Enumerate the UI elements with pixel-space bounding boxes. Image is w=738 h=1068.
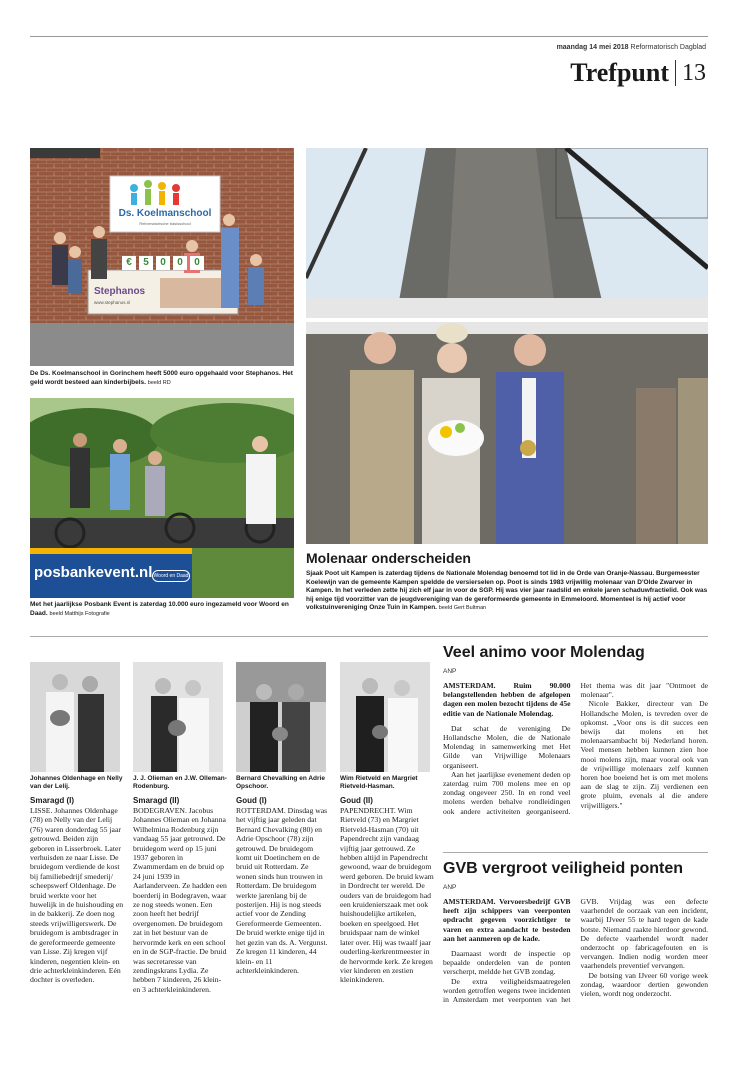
header-rule <box>30 36 708 37</box>
digit-card: 0 <box>173 256 187 270</box>
article-gvb <box>443 860 708 1004</box>
wedding-photo <box>133 662 223 772</box>
photo-credit: beeld Gert Bultman <box>438 605 487 612</box>
couple-names: Bernard Chevalking en Adrie Opschoor. <box>236 775 325 790</box>
caption-text: Met het jaarlijkse Posbank Event is zaterdag 10.000 euro ingezameld voor Woord en Daad. <box>30 601 289 617</box>
anniversary-type: Goud (I) <box>236 796 267 805</box>
issue-date: maandag 14 mei 2018 <box>556 44 629 51</box>
anniversary-column-3 <box>236 662 330 975</box>
anniversary-text: ROTTERDAM. Dinsdag was het vijftig jaar geleden dat Bernard Chevalking (80) en Adrie Opschoor (78) zijn getrouwd. De bruidegom komt uit Doetinchem en de bruid uit Rotterdam. Ze wonen sinds hun trouwen in Rotterdam. De bruidegom werkte jarenlang bij de posterijen. Hij is nog steeds actief voor de Zending Gereformeerde Gemeenten. De bruid werkte enige tijd in het gezin van ds. A. Vergunst. Ze kregen 11 kinderen, 44 klein- en 11 achterkleinkinderen. <box>236 806 328 975</box>
photo-credit: beeld RD <box>147 379 171 386</box>
article-headline: Veel animo voor Molendag <box>443 644 645 661</box>
donation-digits <box>122 256 204 270</box>
article-rule <box>443 852 708 853</box>
posbank-banner-text: posbankevent.nl <box>34 564 153 581</box>
article-paragraph: Dat schat de vereniging De Hollandsche Molen, die de Nationale Molendag in samenwerking met Het Gilde van Vrijwillige Molenaars organiseert. <box>443 723 571 770</box>
anniversary-text: BODEGRAVEN. Jacobus Johannes Olieman en Johanna Wilhelmina Rodenburg zijn vandaag 55 jaar getrouwd. De bruidegom werd op 15 juni 1937 geboren in Zwammerdam en de bruid op 24 juni 1939 in Aarlanderveen. Ze hadden een boerderij in Bodegraven, waar ze nog steeds wonen. Een zoon heeft het bedrijf overgenomen. De bruidegom zat in het bestuur van de hervormde kerk en een school en in de SGP-fractie. De bruid was secretaresse van zendingskrans Lydia. Ze hebben 7 kinderen, 26 klein- en 3 achterkleinkinderen. <box>133 806 227 994</box>
article-lead: AMSTERDAM. Vervoersbedrijf GVB heeft zijn schippers van veerponten opdracht gegeven voorzichtiger te varen en extra aandacht te besteden aan het aanmeren op de kade. <box>443 897 571 943</box>
woord-en-daad-badge: Woord en Daad <box>152 570 190 582</box>
stephanos-url: www.stephanos.nl <box>94 300 131 305</box>
wedding-photo-image <box>340 662 430 772</box>
photo-koelmanschool <box>30 148 294 366</box>
dateline <box>557 44 706 51</box>
article-source: ANP <box>443 884 457 891</box>
caption-text: De Ds. Koelmanschool in Gorinchem heeft 5000 euro opgehaald voor Stephanos. Het geld wordt besteed aan kinderbijbels. <box>30 370 293 386</box>
anniversary-column-2 <box>133 662 227 994</box>
article-paragraph: Daarnaast wordt de inspectie op bepaalde onderdelen van de ponten verscherpt, meldde het GVB zondag. <box>443 949 571 977</box>
photo-molenaar <box>306 148 708 544</box>
section-rule <box>30 636 708 637</box>
anniversary-column-4 <box>340 662 434 985</box>
caption-posbank <box>30 601 294 618</box>
school-sign: Ds. Koelmanschool <box>118 208 212 219</box>
article-molendag <box>443 644 708 816</box>
anniversary-text: PAPENDRECHT. Wim Rietveld (73) en Margriet Rietveld-Hasman (70) uit Papendrecht zijn vandaag vijftig jaar getrouwd. Ze hebben altijd in Papendrecht gewoond, waar de bruidegom werd geboren. De bruid kwam in Dordrecht ter wereld. De ouders van de bruidegom had een kruidenierszaak met ook huishoudelijke artikelen, boeken en speelgoed. Het bruidspaar nam de winkel later over. Hij was twaalf jaar ouderling-kerkrentmeester in de hervormde kerk. Ze kregen vier kinderen en zestien kleinkinderen. <box>340 806 434 985</box>
section-divider <box>675 60 676 86</box>
couple-names: Wim Rietveld en Margriet Rietveld-Hasman. <box>340 775 418 790</box>
section-header <box>570 58 706 88</box>
digit-card: 0 <box>156 256 170 270</box>
article-paragraph: Aan het jaarlijkse evenement deden op zaterdag ruim 700 molens mee en op zondag ongeveer 250. In en rond veel molens werden behalve rondleidingen ook andere activiteiten georganiseerd. Het thema was dit jaar "Ontmoet de molenaar". <box>443 681 708 816</box>
article-lead: AMSTERDAM. Ruim 90.000 belangstellenden hebben de afgelopen dagen een molen bezocht tijdens de 45e editie van de Nationale Molendag. <box>443 681 571 718</box>
article-body <box>443 897 708 1004</box>
anniversary-type: Smaragd (I) <box>30 796 75 805</box>
newspaper-name: Reformatorisch Dagblad <box>630 44 706 51</box>
photo-credit: beeld Matthijs Fotografie <box>49 610 110 617</box>
wedding-photo-image <box>236 662 326 772</box>
headline-molenaar <box>306 550 471 566</box>
wedding-photo-image <box>30 662 120 772</box>
headline-text: Molenaar onderscheiden <box>306 550 471 566</box>
caption-koelmanschool <box>30 370 294 387</box>
article-source: ANP <box>443 668 457 675</box>
couple-names: J. J. Olieman en J.W. Olleman-Rodenburg. <box>133 775 227 790</box>
article-paragraph: De botsing van IJveer 60 vorige week zondag, waardoor dertien gewonden vielen, wordt nog onderzocht. <box>580 970 708 999</box>
caption-molenaar <box>306 570 708 613</box>
digit-card: 0 <box>190 256 204 270</box>
digit-card: € <box>122 256 136 270</box>
article-body <box>443 681 708 816</box>
school-sign-subtitle: Reformatorische basisschool <box>139 221 191 226</box>
page-number: 13 <box>682 59 706 86</box>
stephanos-banner: Stephanos <box>94 286 146 297</box>
anniversary-type: Smaragd (II) <box>133 796 180 805</box>
section-title: Trefpunt <box>570 58 669 87</box>
wedding-photo <box>340 662 430 772</box>
photo-posbank-event <box>30 398 294 598</box>
wedding-photo <box>236 662 326 772</box>
caption-text: Sjaak Poot uit Kampen is zaterdag tijdens de Nationale Molendag benoemd tot lid in de Orde van Oranje-Nassau. Burgemeester Koelewijn van de gemeente Kampen speldde de versierselen op. Poot is sinds 1983 vrijwillig molenaar van D'Olde Zwarver in Kampen. In het verleden zette hij zich elf jaar in voor de SGP. Hij was vier jaar raadslid en enkele jaren schaduwfractielid. Ook was hij enige tijd voorzitter van de jeugdvereniging van de gereformeerde gemeente in Emmeloord. Momenteel is hij actief voor volkstuinvereniging Onze Tuin in Kampen. <box>306 570 708 612</box>
anniversary-text: LISSE. Johannes Oldenhage (78) en Nelly van der Lelij (76) waren donderdag 55 jaar getrouwd. Beiden zijn geboren in Lisserbroek. Later verhuisden ze naar Lisse. De bruidegom verdiende de kost bij familiebedrijf smederij/ scheepswerf Oldenhage. De bruid werkte voor het huwelijk in de huishouding en in de bakkerij. Ze doen nog steeds vrijwilligerswerk. De bruidegom is ambtsdrager in de gereformeerde gemeente van Lisse. Zij kregen vijf kinderen, negentien klein- en drie achterkleinkinderen. Eén dochter is overleden. <box>30 806 124 985</box>
anniversary-type: Goud (II) <box>340 796 373 805</box>
wedding-photo-image <box>133 662 223 772</box>
article-headline: GVB vergroot veiligheid ponten <box>443 860 684 877</box>
digit-card: 5 <box>139 256 153 270</box>
article-paragraph: De extra veiligheidsmaatregelen worden getroffen wegens twee incidenten in Amsterdam met veerponten van het GVB. Vrijdag was een defecte vaarhendel de oorzaak van een incident, waarbij IJveer 55 te hard tegen de kade botste. Niemand raakte hierdoor gewond. De defecte vaarhendel wordt nader onderzocht op fabricagefouten en is vervangen. Indien nodig worden meer vaarhendels preventief vervangen. <box>443 897 708 1005</box>
couple-names: Johannes Oldenhage en Nelly van der Lelij. <box>30 775 123 790</box>
anniversary-column-1 <box>30 662 124 985</box>
windmill-photo-image <box>306 148 708 544</box>
article-paragraph: Nicole Bakker, directeur van De Hollandsche Molen, is tevreden over de opkomst. „Voor ons is dit succes een bewijs dat molens en het molenaarsambacht bij Nederland horen. Veel mensen hebben kunnen zien hoe mooi molens zijn, maar vooral ook van de vrijwillige molenaars zelf kunnen horen hoe boeiend het is om met molens aan de slag te zijn. Zij verdienen een grote pluim, evenals al die andere vrijwilligers." <box>580 699 708 810</box>
wedding-photo <box>30 662 120 772</box>
